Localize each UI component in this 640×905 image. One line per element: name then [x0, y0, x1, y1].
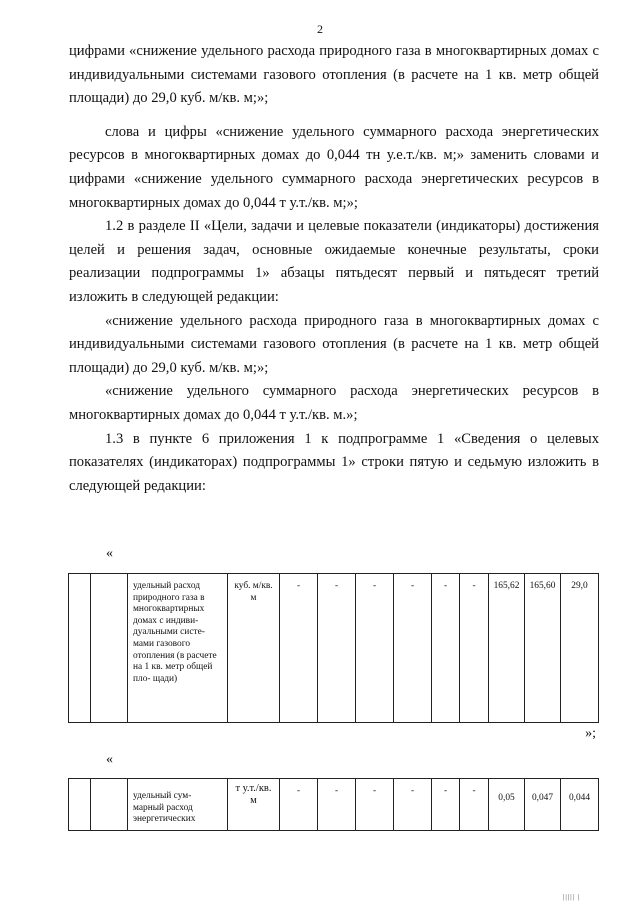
footer-mark: ||||| | [563, 893, 581, 901]
table-cell [91, 779, 128, 831]
paragraph: «снижение удельного суммарного расхода энергетических ресурсов в многоквартирных домах до 0,044 т у.т./кв. м.»; [69, 383, 599, 423]
quote-open-mark: « [106, 752, 113, 767]
table-cell: - [280, 574, 318, 723]
table-cell [69, 779, 91, 831]
indicator-unit: куб. м/кв. м [228, 574, 280, 723]
document-body [69, 40, 599, 498]
paragraph: «снижение удельного расхода природного газа в многоквартирных домах с индивидуальными системами газового отопления (в расчете на 1 кв. метр общей площади) до 29,0 куб. м/кв. м;»; [69, 312, 599, 376]
paragraph: цифрами «снижение удельного расхода природного газа в многоквартирных домах с индивидуальными системами газового отопления (в расчете на 1 кв. метр общей площади) до 29,0 куб. м/кв. м;»; [69, 43, 599, 107]
table-value: 0,05 [489, 779, 525, 831]
table-cell: - [318, 574, 356, 723]
quote-close-mark: »; [585, 726, 596, 741]
table-cell: - [432, 779, 460, 831]
table-cell: - [394, 779, 432, 831]
table-cell: - [460, 779, 489, 831]
table-cell: - [356, 779, 394, 831]
table-value: 165,60 [525, 574, 561, 723]
table-cell: - [318, 779, 356, 831]
table-value: 29,0 [561, 574, 599, 723]
paragraph: 1.3 в пункте 6 приложения 1 к подпрограмме 1 «Сведения о целевых показателях (индикаторах) подпрограммы 1» строки пятую и седьмую изложить в следующей редакции: [69, 430, 599, 494]
indicator-unit: т у.т./кв. м [228, 779, 280, 831]
page-number: 2 [317, 22, 323, 36]
paragraph: слова и цифры «снижение удельного суммарного расхода энергетических ресурсов в многоквартирных домах до 0,044 тн у.е.т./кв. м;» заменить словами и цифрами «снижение удельного суммарного расхода энергетических ресурсов в многоквартирных домах до 0,044 т у.т./кв. м;»; [69, 123, 599, 211]
indicator-name: удельный сум- марный расход энергетических [128, 779, 228, 831]
paragraph: 1.2 в разделе II «Цели, задачи и целевые показатели (индикаторы) достижения целей и решения задач, основные ожидаемые конечные результаты, сроки реализации подпрограммы 1» абзацы пятьдесят первый и пятьдесят третий изложить в следующей редакции: [69, 218, 599, 305]
table-value: 165,62 [489, 574, 525, 723]
table-cell [91, 574, 128, 723]
quote-open-mark: « [106, 546, 113, 561]
indicator-table-row5 [68, 573, 599, 723]
table-value: 0,047 [525, 779, 561, 831]
indicator-table-row7 [68, 778, 599, 831]
table-cell: - [356, 574, 394, 723]
table-cell: - [432, 574, 460, 723]
table-cell [69, 574, 91, 723]
table-cell: - [394, 574, 432, 723]
table-cell: - [460, 574, 489, 723]
table-value: 0,044 [561, 779, 599, 831]
indicator-name: удельный расход природного газа в многоквартирных домах с индиви- дуальными систе- мами газового отопления (в расчете на 1 кв. метр общей пло- щади) [128, 574, 228, 723]
table-cell: - [280, 779, 318, 831]
